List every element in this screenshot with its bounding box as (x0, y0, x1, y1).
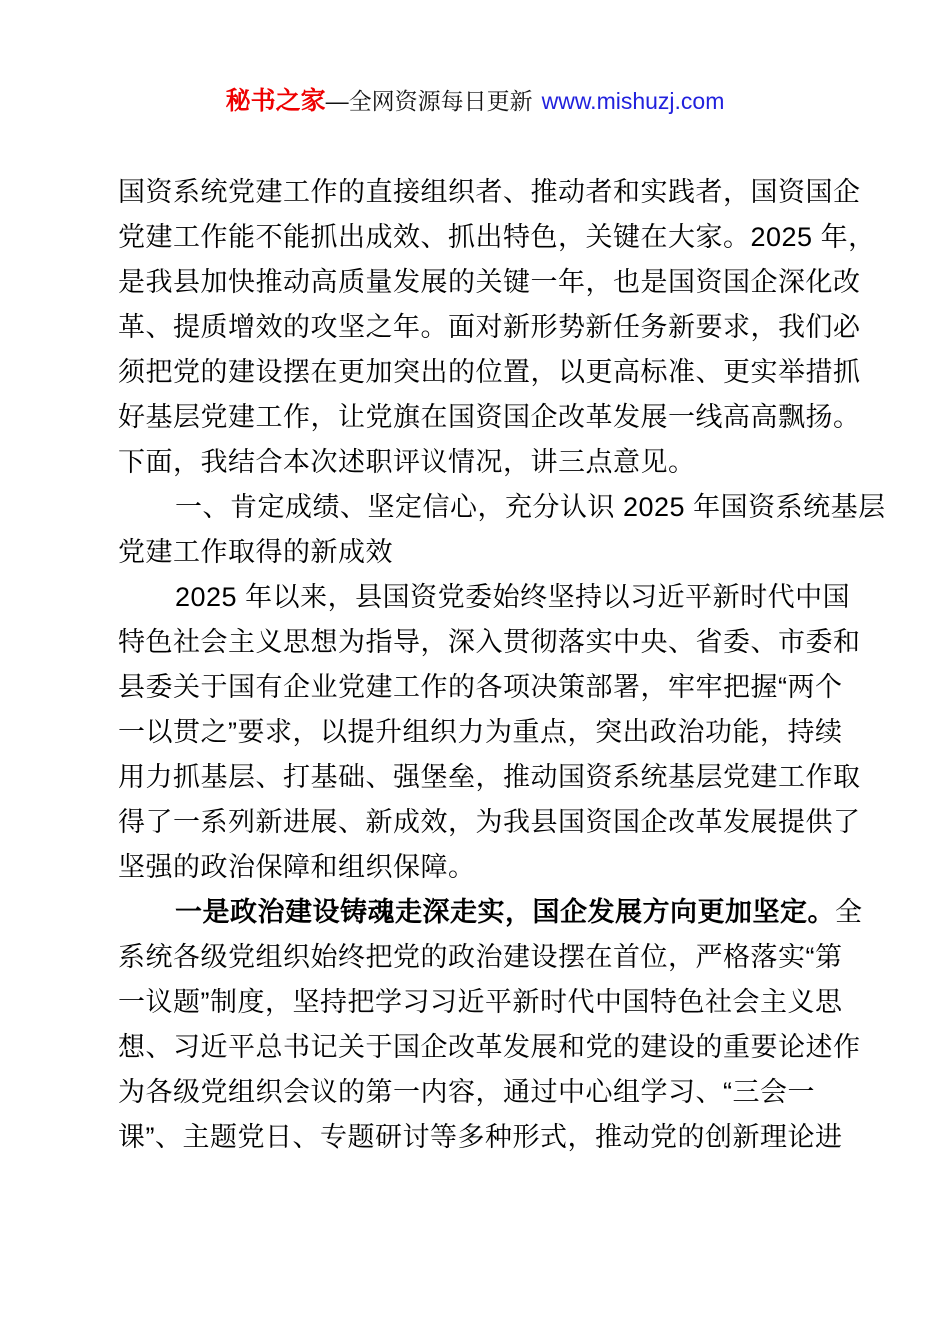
body-text: 县委关于国有企业党建工作的各项决策部署，牢牢把握“两个 (118, 672, 843, 702)
body-text: 用力抓基层、打基础、强堡垒，推动国资系统基层党建工作取 (118, 762, 861, 792)
text-line (118, 755, 861, 800)
text-line (118, 575, 852, 620)
text-line (118, 1070, 852, 1115)
body-text: 全 (835, 897, 863, 927)
site-url-link[interactable]: www.mishuzj.com (541, 88, 725, 114)
body-text: 课”、主题党日、专题研讨等多种形式，推动党的创新理论进 (118, 1122, 843, 1152)
paragraph-point-one (118, 890, 863, 1160)
body-text: 得了一系列新进展、新成效，为我县国资国企改革发展提供了 (118, 807, 861, 837)
text-line (118, 260, 861, 305)
text-line (118, 215, 876, 260)
text-line (118, 1115, 852, 1160)
text-line (118, 710, 852, 755)
body-text: 是我县加快推动高质量发展的关键一年，也是国资国企深化改 (118, 267, 861, 297)
body-text: 一议题”制度，坚持把学习习近平新时代中国特色社会主义思 (118, 987, 843, 1017)
text-line (118, 890, 863, 935)
text-line (118, 350, 861, 395)
document-body (118, 170, 886, 1160)
body-text: 2025 年以来，县国资党委始终坚持以习近平新时代中国 (175, 582, 851, 612)
body-text: 一以贯之”要求，以提升组织力为重点，突出政治功能，持续 (118, 717, 843, 747)
section-heading (118, 485, 886, 575)
body-text: 须把党的建设摆在更加突出的位置，以更高标准、更实举措抓 (118, 357, 861, 387)
text-line (118, 935, 852, 980)
text-line (118, 980, 852, 1025)
text-line (118, 845, 852, 890)
body-text: 为各级党组织会议的第一内容，通过中心组学习、“三会一 (118, 1077, 815, 1107)
brand-text: 秘书之家 (225, 88, 326, 115)
body-text: 革、提质增效的攻坚之年。面对新形势新任务新要求，我们必 (118, 312, 861, 342)
body-text: 国资系统党建工作的直接组织者、推动者和实践者，国资国企 (118, 177, 861, 207)
text-line (118, 485, 886, 530)
text-line (118, 170, 861, 215)
paragraph-continuation (118, 170, 876, 485)
body-text: 坚强的政治保障和组织保障。 (118, 852, 476, 882)
body-text: 党建工作取得的新成效 (118, 537, 393, 567)
text-line (118, 665, 852, 710)
body-text: 好基层党建工作，让党旗在国资国企改革发展一线高高飘扬。 (118, 402, 861, 432)
text-line (118, 1025, 861, 1070)
body-text: 下面，我结合本次述职评议情况，讲三点意见。 (118, 447, 696, 477)
body-text: 想、习近平总书记关于国企改革发展和党的建设的重要论述作 (118, 1032, 861, 1062)
body-text: 一、肯定成绩、坚定信心，充分认识 2025 年国资系统基层 (175, 492, 886, 522)
body-text: 特色社会主义思想为指导，深入贯彻落实中央、省委、市委和 (118, 627, 861, 657)
tagline-text: —全网资源每日更新 (325, 88, 533, 114)
text-line (118, 440, 852, 485)
bold-lead-text: 一是政治建设铸魂走深走实，国企发展方向更加坚定。 (175, 897, 835, 927)
body-text: 党建工作能不能抓出成效、抓出特色，关键在大家。2025 年， (118, 222, 876, 252)
text-line (118, 800, 861, 845)
text-line (118, 305, 861, 350)
body-text: 系统各级党组织始终把党的政治建设摆在首位，严格落实“第 (118, 942, 843, 972)
site-header (0, 84, 950, 119)
text-line (118, 395, 861, 440)
text-line (118, 530, 852, 575)
paragraph-overview (118, 575, 861, 890)
text-line (118, 620, 861, 665)
